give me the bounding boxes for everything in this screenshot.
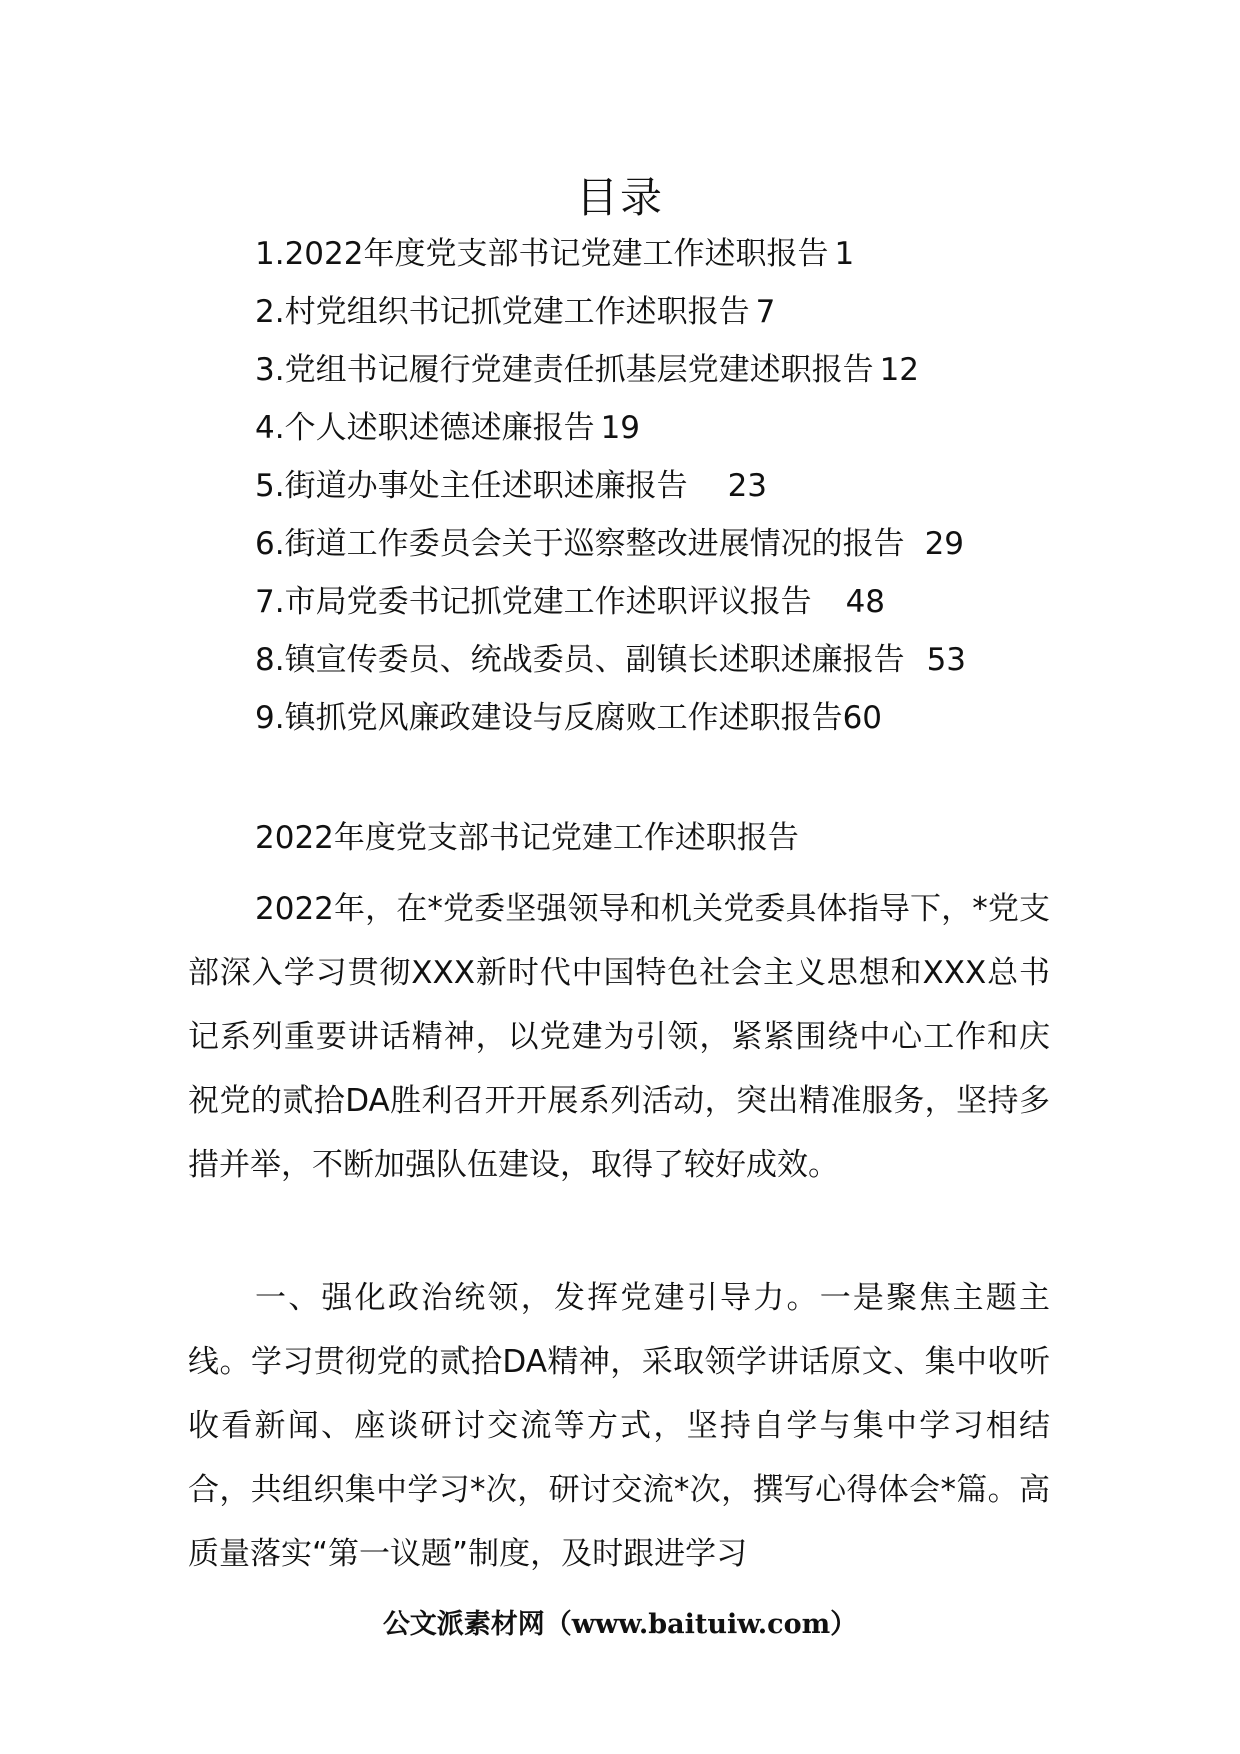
toc-item[interactable] — [255, 350, 919, 414]
toc-item-label: 9.镇抓党风廉政建设与反腐败工作述职报告 — [255, 700, 843, 736]
toc-item-label: 6.街道工作委员会关于巡察整改进展情况的报告 — [255, 526, 905, 562]
toc-item-label: 5.街道办事处主任述职述廉报告 — [255, 468, 688, 504]
toc-item-page: 60 — [842, 700, 883, 736]
toc-item-page: 7 — [755, 294, 776, 330]
toc-item-page: 48 — [845, 584, 886, 620]
toc-item[interactable] — [255, 466, 767, 530]
footer-watermark: 公文派素材网（www.baituiw.com） — [382, 1609, 858, 1640]
toc-item[interactable] — [255, 408, 640, 472]
toc-item-label: 1.2022年度党支部书记党建工作述职报告 — [255, 236, 829, 272]
toc-item-page: 53 — [926, 642, 967, 678]
toc-item-page: 29 — [924, 526, 965, 562]
toc-item-page: 1 — [834, 236, 855, 272]
toc-item-page: 19 — [600, 410, 641, 446]
toc-item-label: 4.个人述职述德述廉报告 — [255, 410, 595, 446]
toc-item[interactable] — [255, 698, 882, 762]
toc-item-label: 8.镇宣传委员、统战委员、副镇长述职述廉报告 — [255, 642, 905, 678]
document-heading: 2022年度党支部书记党建工作述职报告 — [255, 820, 799, 856]
toc-item[interactable] — [255, 640, 966, 704]
toc-item[interactable] — [255, 582, 885, 646]
toc-item-label: 7.市局党委书记抓党建工作述职评议报告 — [255, 584, 812, 620]
toc-item-page: 23 — [727, 468, 768, 504]
toc-item[interactable] — [255, 234, 854, 298]
toc-item[interactable] — [255, 292, 775, 356]
toc-item[interactable] — [255, 524, 964, 588]
body-paragraph: 2022年，在*党委坚强领导和机关党委具体指导下，*党支部深入学习贯彻XXX新时代中国特色社会主义思想和XXX总书记系列重要讲话精神，以党建为引领，紧紧围绕中心工作和庆祝党的贰拾DA胜利召开开展系列活动，突出精准服务，坚持多措并举，不断加强队伍建设，取得了较好成效。 — [188, 891, 1050, 1183]
toc-item-label: 3.党组书记履行党建责任抓基层党建述职报告 — [255, 352, 874, 388]
toc-title: 目录 — [575, 173, 664, 222]
body-paragraph: 一、强化政治统领，发挥党建引导力。一是聚焦主题主线。学习贯彻党的贰拾DA精神，采取领学讲话原文、集中收听收看新闻、座谈研讨交流等方式，坚持自学与集中学习相结合，共组织集中学习*次，研讨交流*次，撰写心得体会*篇。高质量落实“第一议题”制度，及时跟进学习 — [188, 1280, 1050, 1572]
toc-item-page: 12 — [879, 352, 920, 388]
toc-item-label: 2.村党组织书记抓党建工作述职报告 — [255, 294, 750, 330]
